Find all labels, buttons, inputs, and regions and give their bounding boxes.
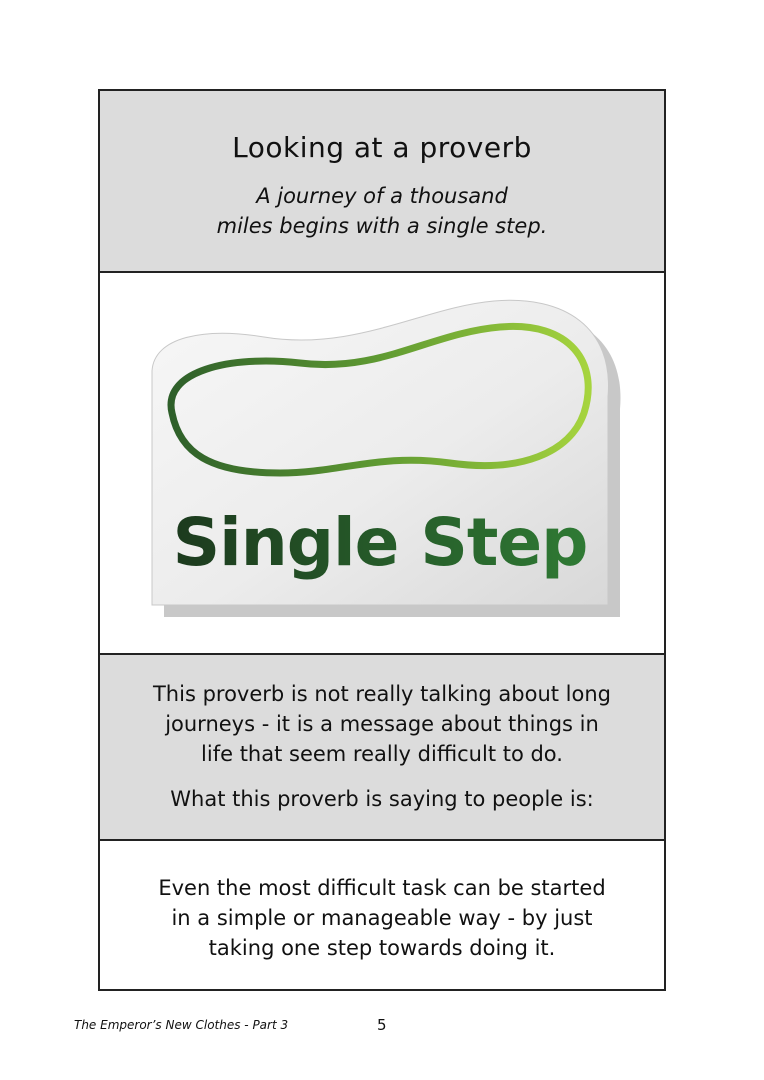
meaning-line-3: taking one step towards doing it. bbox=[208, 936, 556, 960]
illustration-panel bbox=[98, 271, 666, 655]
page-number: 5 bbox=[377, 1016, 387, 1034]
meaning-paragraph bbox=[108, 873, 656, 963]
meaning-line-1: Even the most difficult task can be started bbox=[158, 876, 606, 900]
proverb-line-1: A journey of a thousand bbox=[256, 184, 508, 208]
meaning-line-2: in a simple or manageable way - by just bbox=[171, 906, 593, 930]
explanation-line-1: This proverb is not really talking about long bbox=[152, 682, 611, 706]
single-step-illustration bbox=[100, 273, 664, 653]
explanation-panel bbox=[98, 653, 666, 841]
saying-intro: What this proverb is saying to people is: bbox=[170, 787, 594, 811]
title-panel bbox=[98, 89, 666, 273]
proverb-line-2: miles begins with a single step. bbox=[216, 214, 548, 238]
page-title: Looking at a proverb bbox=[232, 131, 532, 164]
explanation-line-3: life that seem really difficult to do. bbox=[201, 742, 563, 766]
meaning-panel bbox=[98, 839, 666, 991]
explanation-line-2: journeys - it is a message about things in bbox=[165, 712, 599, 736]
proverb-quote bbox=[100, 181, 664, 241]
single-step-label: Single Step bbox=[172, 504, 588, 581]
footer-book-title: The Emperor’s New Clothes - Part 3 bbox=[74, 1018, 289, 1032]
explanation-paragraph bbox=[108, 679, 656, 769]
